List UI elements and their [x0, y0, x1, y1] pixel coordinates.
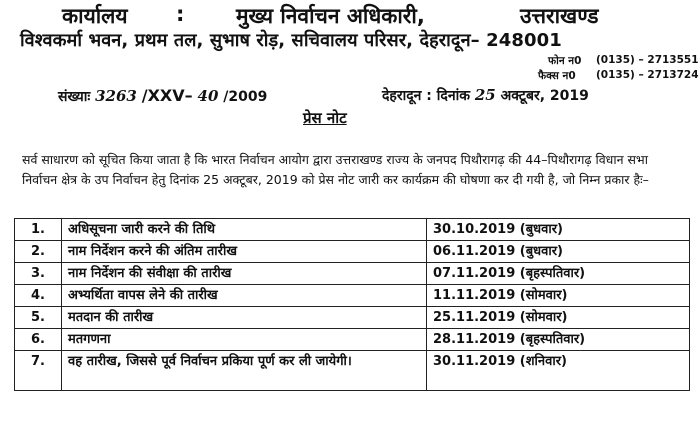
row-date: 11.11.2019 (सोमवार)	[427, 285, 690, 307]
fax-label: फैक्स न0	[538, 70, 576, 82]
row-number: 4.	[15, 285, 62, 307]
table-row	[15, 241, 690, 263]
phone-value: (0135) – 2713551	[596, 54, 699, 66]
reference-date	[382, 86, 589, 105]
row-date: 28.11.2019 (बृहस्पतिवार)	[427, 329, 690, 351]
reference-number-year: /2009	[223, 89, 268, 105]
table-row	[15, 263, 690, 285]
phone-label: फोन न0	[548, 55, 582, 67]
row-number: 2.	[15, 241, 62, 263]
schedule-table	[14, 218, 690, 391]
press-note-title: प्रेस नोट	[303, 109, 347, 127]
table-row	[15, 219, 690, 241]
table-row	[15, 307, 690, 329]
reference-number-handwritten: 3263	[95, 87, 137, 105]
reference-date-prefix: देहरादून : दिनांक	[382, 88, 470, 104]
table-row	[15, 285, 690, 307]
reference-date-suffix: अक्टूबर, 2019	[500, 88, 589, 104]
row-number: 3.	[15, 263, 62, 285]
reference-number-code: /XXV–	[141, 86, 193, 105]
reference-date-handwritten: 25	[474, 86, 496, 104]
header-colon: :	[176, 2, 185, 26]
row-description: नाम निर्देशन करने की अंतिम तारीख	[62, 241, 427, 263]
reference-number	[58, 86, 267, 106]
authority-name: मुख्य निर्वाचन अधिकारी,	[236, 4, 425, 28]
office-address: विश्वकर्मा भवन, प्रथम तल, सुभाष रोड़, सचिवालय परिसर, देहरादून– 248001	[20, 30, 562, 51]
announcement-paragraph: सर्व साधारण को सूचित किया जाता है कि भारत निर्वाचन आयोग द्वारा उत्तराखण्ड राज्य के जनपद पिथौरागढ़ की 44–पिथौरागढ़ विधान सभा निर्वाचन क्षेत्र के उप निर्वाचन हेतु दिनांक 25 अक्टूबर, 2019 को प्रेस नोट जारी कर कार्यक्रम की घोषणा कर दी गयी है, जो निम्न प्रकार हैः–	[22, 152, 649, 187]
row-description: नाम निर्देशन की संवीक्षा की तारीख	[62, 263, 427, 285]
row-date: 25.11.2019 (सोमवार)	[427, 307, 690, 329]
row-description: मतगणना	[62, 329, 427, 351]
fax-value: (0135) – 2713724	[596, 69, 699, 81]
row-description: मतदान की तारीख	[62, 307, 427, 329]
table-row	[15, 351, 690, 391]
row-number: 7.	[15, 351, 62, 391]
row-number: 5.	[15, 307, 62, 329]
row-date: 30.11.2019 (शनिवार)	[427, 351, 690, 391]
row-description: अधिसूचना जारी करने की तिथि	[62, 219, 427, 241]
table-row	[15, 329, 690, 351]
row-description: अभ्यर्थिता वापस लेने की तारीख	[62, 285, 427, 307]
row-number: 1.	[15, 219, 62, 241]
row-number: 6.	[15, 329, 62, 351]
state-name: उत्तराखण्ड	[520, 4, 599, 28]
row-date: 30.10.2019 (बुधवार)	[427, 219, 690, 241]
reference-number-label: संख्याः	[58, 89, 91, 105]
office-label: कार्यालय	[62, 4, 128, 28]
row-date: 06.11.2019 (बुधवार)	[427, 241, 690, 263]
row-description: वह तारीख, जिससे पूर्व निर्वाचन प्रकिया पूर्ण कर ली जायेगी।	[62, 351, 427, 391]
row-date: 07.11.2019 (बृहस्पतिवार)	[427, 263, 690, 285]
reference-number-handwritten-2: 40	[197, 87, 219, 105]
